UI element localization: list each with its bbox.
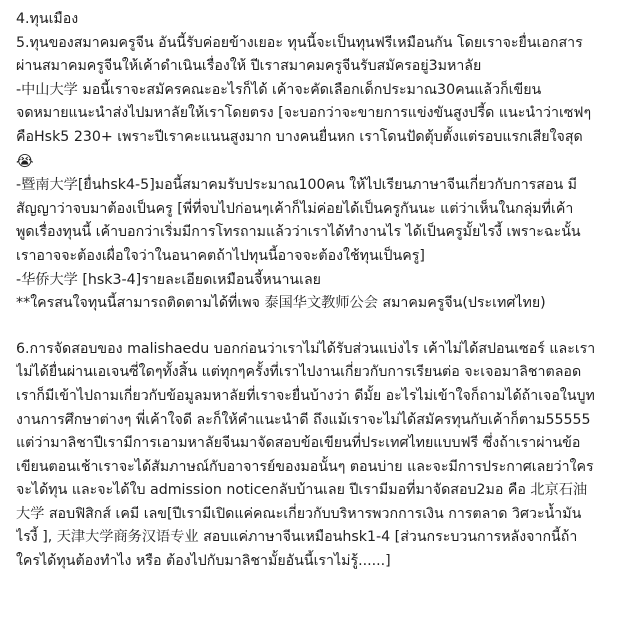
section-6-line: แต่ว่ามาลิชาปีเรามีการเอามหาลัยจีนมาจัดสอบข้อเขียนที่ประเทศไทยแบบฟรี ซึ่งถ้าเราผ่านข้อ <box>16 435 581 452</box>
section-5 <box>16 32 624 316</box>
section-6-line: ใครได้ทุนต้องทำไง หรือ ต้องไปกับมาลิชามั้ยอันนี้เราไม่รู้......] <box>16 553 391 570</box>
section-6-line: ไม่ได้ยื่นผ่านเอเจนซี่ใดๆทั้งสิ้น แต่ทุกๆครั้งที่เราไปงานเกี่ยวกับการเรียนต่อ จะเจอมาลิชาตลอด <box>16 364 582 381</box>
section-5-line: **ใครสนใจทุนนี้สามารถติดตามได้ที่เพจ 泰国华文教师公会 สมาคมครูจีน(ประเทศไทย) <box>16 295 546 312</box>
crying-face-icon: 😭 <box>16 151 34 170</box>
section-6-line: 6.การจัดสอบของ malishaedu บอกก่อนว่าเราไม่ได้รับส่วนแบ่งไร เค้าไม่ได้สปอนเซอร์ และเรา <box>16 340 596 357</box>
section-6-line: เราก็มีเข้าไปถามเกี่ยวกับข้อมูลมหาลัยที่เราจะยื่นบ้างว่า ดีมั้ย อะไรไม่เข้าใจก็ถามได้ถ้าเจอในบูท <box>16 387 595 404</box>
section-6 <box>16 338 624 574</box>
crying-emoji-line <box>16 150 624 175</box>
section-4-heading: 4.ทุนเมือง <box>16 11 79 27</box>
section-5-line: 5.ทุนของสมาคมครูจีน อันนี้รับค่อยข้างเยอะ ทุนนี้จะเป็นทุนฟรีเหมือนกัน โดยเราจะยื่นเอกสาร <box>16 34 583 51</box>
section-5-line: พูดเรื่องทุนนี้ เค้าบอกว่าเริ่มมีการโทรถามแล้วว่าเราได้ทำงานไร ได้เป็นครูมั้ยไรงี้ เพราะฉะนั้น <box>16 224 581 241</box>
section-5-line: ผ่านสมาคมครูจีนให้เค้าดำเนินเรื่องให้ ปีเราสมาคมครูจีนรับสมัครอยู่3มหาลัย <box>16 58 482 75</box>
section-5-line: เราอาจจะต้องเผื่อใจว่าในอนาคตถ้าไปทุนนี้อาจจะต้องใช้ทุนเป็นครู] <box>16 247 425 264</box>
section-divider-space <box>16 316 624 338</box>
section-6-line: เขียนตอนเช้าเราจะได้สัมภาษณ์กับอาจารย์ของมอนั้นๆ ตอนบ่าย และจะมีการประกาศเลยว่าใคร <box>16 458 594 475</box>
section-5-line: จดหมายแนะนำส่งไปมหาลัยให้เราโดยตรง [จะบอกว่าจะขายการแข่งขันสูงปรี้ด แนะนำว่าเซฟๆ <box>16 105 592 122</box>
section-5-line: -暨南大学[ยื่นhsk4-5]มอนี้สมาคมรับประมาณ100คน ให้ไปเรียนภาษาจีนเกี่ยวกับการสอน มี <box>16 177 578 194</box>
section-6-line: งานการศึกษาต่างๆ พี่เค้าใจดี ละก็ให้คำแนะนำดี ถึงแม้เราจะไม่ได้สมัครทุนกับเค้าก็ตาม55555 <box>16 411 591 428</box>
section-5-line: คือHsk5 230+ เพราะปีเราคะแนนสูงมาก บางคนยื่นหก เราโดนปัดตุ้บตั้งแต่รอบแรกเสียใจสุด <box>16 128 583 145</box>
section-5-line: -华侨大学 [hsk3-4]รายละเอียดเหมือนจี้หนานเลย <box>16 271 321 288</box>
section-6-line: 大学 สอบฟิสิกส์ เคมี เลข[ปีเรามีเปิดแค่คณะเกี่ยวกับบริหารพวกการเงิน การตลาด วิศวะน้ำมัน <box>16 505 582 522</box>
section-5-line: สัญญาว่าจบมาต้องเป็นครู [พี่ที่จบไปก่อนๆเค้าก็ไม่ค่อยได้เป็นครูกันนะ แต่ว่าเห็นในกลุ่มที่เค้า <box>16 200 574 217</box>
section-6-line: ไรงี้ ], 天津大学商务汉语专业 สอบแค่ภาษาจีนเหมือนhsk1-4 [ส่วนกระบวนการหลังจากนี้ถ้า <box>16 529 578 546</box>
section-5-line: -中山大学 มอนี้เราจะสมัครคณะอะไรก็ได้ เค้าจะคัดเลือกเด็กประมาณ30คนแล้วก็เขียน <box>16 81 542 98</box>
section-6-line: จะได้ทุน และจะได้ใบ admission noticeกลับบ้านเลย ปีเรามีมอที่มาจัดสอบ2มอ คือ 北京石油 <box>16 482 588 499</box>
